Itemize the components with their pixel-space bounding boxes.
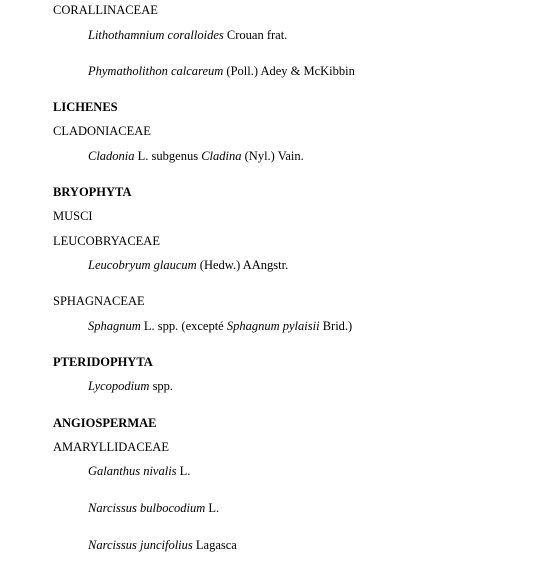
species-name: Leucobryum glaucum [88,258,197,272]
species-entry [88,538,237,552]
species-qualifier: L. subgenus [134,149,202,163]
species-name: Phymatholithon calcareum [88,64,224,78]
species-name: Narcissus juncifolius [88,538,193,552]
species-entry [88,464,190,478]
family-heading: SPHAGNACEAE [53,294,145,308]
species-author: L. [176,464,191,478]
group-heading: LICHENES [53,100,118,114]
species-entry [88,149,304,163]
species-author: Crouan frat. [223,28,288,42]
species-entry [88,28,287,42]
group-heading: PTERIDOPHYTA [53,355,153,369]
species-author: spp. [149,379,174,393]
species-author: (Hedw.) AAngstr. [196,258,289,272]
species-author: Lagasca [192,538,237,552]
species-name-secondary: Sphagnum pylaisii [226,319,320,333]
species-entry [88,379,173,393]
species-name-secondary: Cladina [201,149,242,163]
species-qualifier: L. spp. (excepté [140,319,227,333]
family-heading: CORALLINACEAE [53,3,158,17]
species-author: L. [205,501,220,515]
species-name: Sphagnum [88,319,141,333]
species-entry [88,501,219,515]
family-heading: AMARYLLIDACEAE [53,440,169,454]
group-heading: ANGIOSPERMAE [53,416,157,430]
species-name: Lithothamnium coralloides [88,28,224,42]
species-name: Cladonia [88,149,135,163]
species-name: Lycopodium [88,379,150,393]
species-name: Narcissus bulbocodium [88,501,206,515]
species-author: (Nyl.) Vain. [241,149,304,163]
group-heading: BRYOPHYTA [53,185,132,199]
species-author: (Poll.) Adey & McKibbin [223,64,355,78]
species-entry [88,319,352,333]
species-entry [88,258,288,272]
species-name: Galanthus nivalis [88,464,177,478]
family-heading: CLADONIACEAE [53,124,151,138]
family-heading: LEUCOBRYACEAE [53,234,160,248]
species-entry [88,64,355,78]
family-heading: MUSCI [53,209,93,223]
species-author: Brid.) [319,319,353,333]
